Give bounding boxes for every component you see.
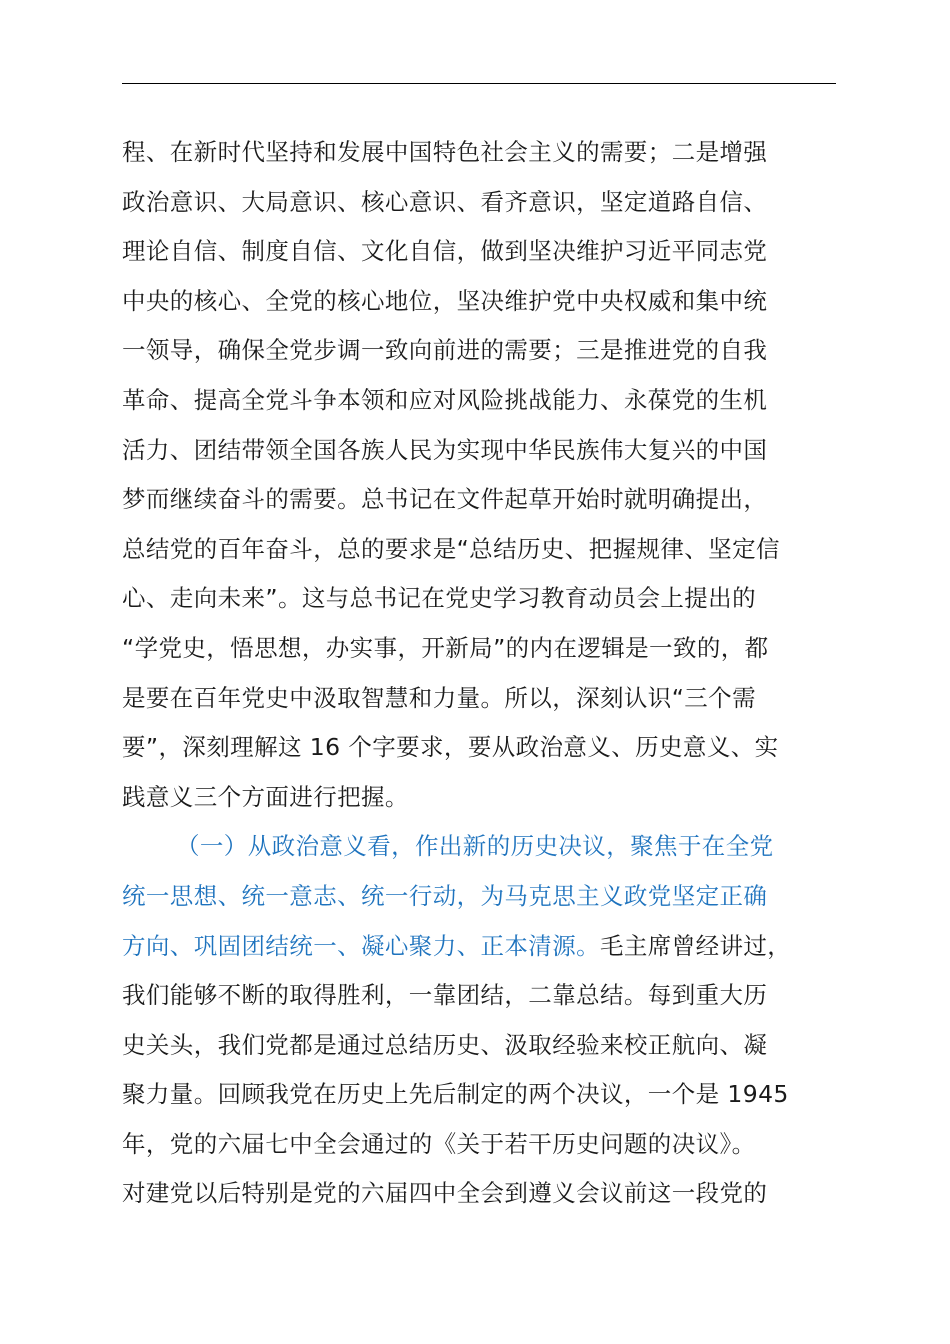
body-text-segment: 史关头，我们党都是通过总结历史、汲取经验来校正航向、凝 bbox=[122, 1030, 768, 1059]
heading-text-segment: 统一思想、统一意志、统一行动，为马克思主义政党坚定正确 bbox=[122, 881, 768, 910]
text-line bbox=[122, 574, 862, 624]
text-line bbox=[122, 326, 862, 376]
text-line bbox=[122, 822, 862, 872]
body-text-segment: 总结党的百年奋斗，总的要求是“总结历史、把握规律、坚定信 bbox=[122, 534, 780, 563]
text-line bbox=[122, 128, 862, 178]
body-text-segment: 毛主席曾经讲过， bbox=[600, 931, 792, 960]
body-text-segment: 是要在百年党史中汲取智慧和力量。所以，深刻认识“三个需 bbox=[122, 683, 756, 712]
body-text-segment: 革命、提高全党斗争本领和应对风险挑战能力、永葆党的生机 bbox=[122, 385, 768, 414]
body-text-segment: 践意义三个方面进行把握。 bbox=[122, 782, 409, 811]
text-line bbox=[122, 872, 862, 922]
text-line bbox=[122, 227, 862, 277]
text-line bbox=[122, 624, 862, 674]
body-text-segment: 梦而继续奋斗的需要。总书记在文件起草开始时就明确提出， bbox=[122, 485, 768, 514]
text-line bbox=[122, 376, 862, 426]
heading-text-segment: 方向、巩固团结统一、凝心聚力、正本清源。 bbox=[122, 931, 600, 960]
text-line bbox=[122, 525, 862, 575]
body-text-segment: “学党史，悟思想，办实事，开新局”的内在逻辑是一致的，都 bbox=[122, 633, 769, 662]
body-text-segment: 一领导，确保全党步调一致向前进的需要；三是推进党的自我 bbox=[122, 336, 768, 365]
body-text-segment: 要”，深刻理解这 16 个字要求，要从政治意义、历史意义、实 bbox=[122, 733, 779, 762]
text-line bbox=[122, 1070, 862, 1120]
body-text-segment: 政治意识、大局意识、核心意识、看齐意识，坚定道路自信、 bbox=[122, 187, 768, 216]
body-text-segment: 程、在新时代坚持和发展中国特色社会主义的需要；二是增强 bbox=[122, 138, 768, 166]
header-rule bbox=[122, 83, 836, 84]
body-text-segment: 我们能够不断的取得胜利，一靠团结，二靠总结。每到重大历 bbox=[122, 981, 768, 1010]
text-line bbox=[122, 475, 862, 525]
text-line bbox=[122, 1120, 862, 1170]
text-line bbox=[122, 277, 862, 327]
text-line bbox=[122, 922, 862, 972]
body-text-segment: 年，党的六届七中全会通过的《关于若干历史问题的决议》。 bbox=[122, 1129, 756, 1158]
text-line bbox=[122, 178, 862, 228]
body-text-segment: 理论自信、制度自信、文化自信，做到坚决维护习近平同志党 bbox=[122, 237, 768, 266]
body-text-segment: 心、走向未来”。这与总书记在党史学习教育动员会上提出的 bbox=[122, 584, 756, 613]
text-line bbox=[122, 723, 862, 773]
text-line bbox=[122, 773, 862, 823]
text-line bbox=[122, 1169, 862, 1219]
body-text-segment: 聚力量。回顾我党在历史上先后制定的两个决议，一个是 1945 bbox=[122, 1080, 789, 1109]
document-body bbox=[122, 128, 862, 1219]
text-line bbox=[122, 674, 862, 724]
text-line bbox=[122, 1021, 862, 1071]
heading-text-segment: （一）从政治意义看，作出新的历史决议，聚焦于在全党 bbox=[176, 832, 774, 861]
body-text-segment: 中央的核心、全党的核心地位，坚决维护党中央权威和集中统 bbox=[122, 286, 768, 315]
text-line bbox=[122, 426, 862, 476]
body-text-segment: 对建党以后特别是党的六届四中全会到遵义会议前这一段党的 bbox=[122, 1179, 768, 1208]
text-line bbox=[122, 971, 862, 1021]
body-text-segment: 活力、团结带领全国各族人民为实现中华民族伟大复兴的中国 bbox=[122, 435, 768, 464]
